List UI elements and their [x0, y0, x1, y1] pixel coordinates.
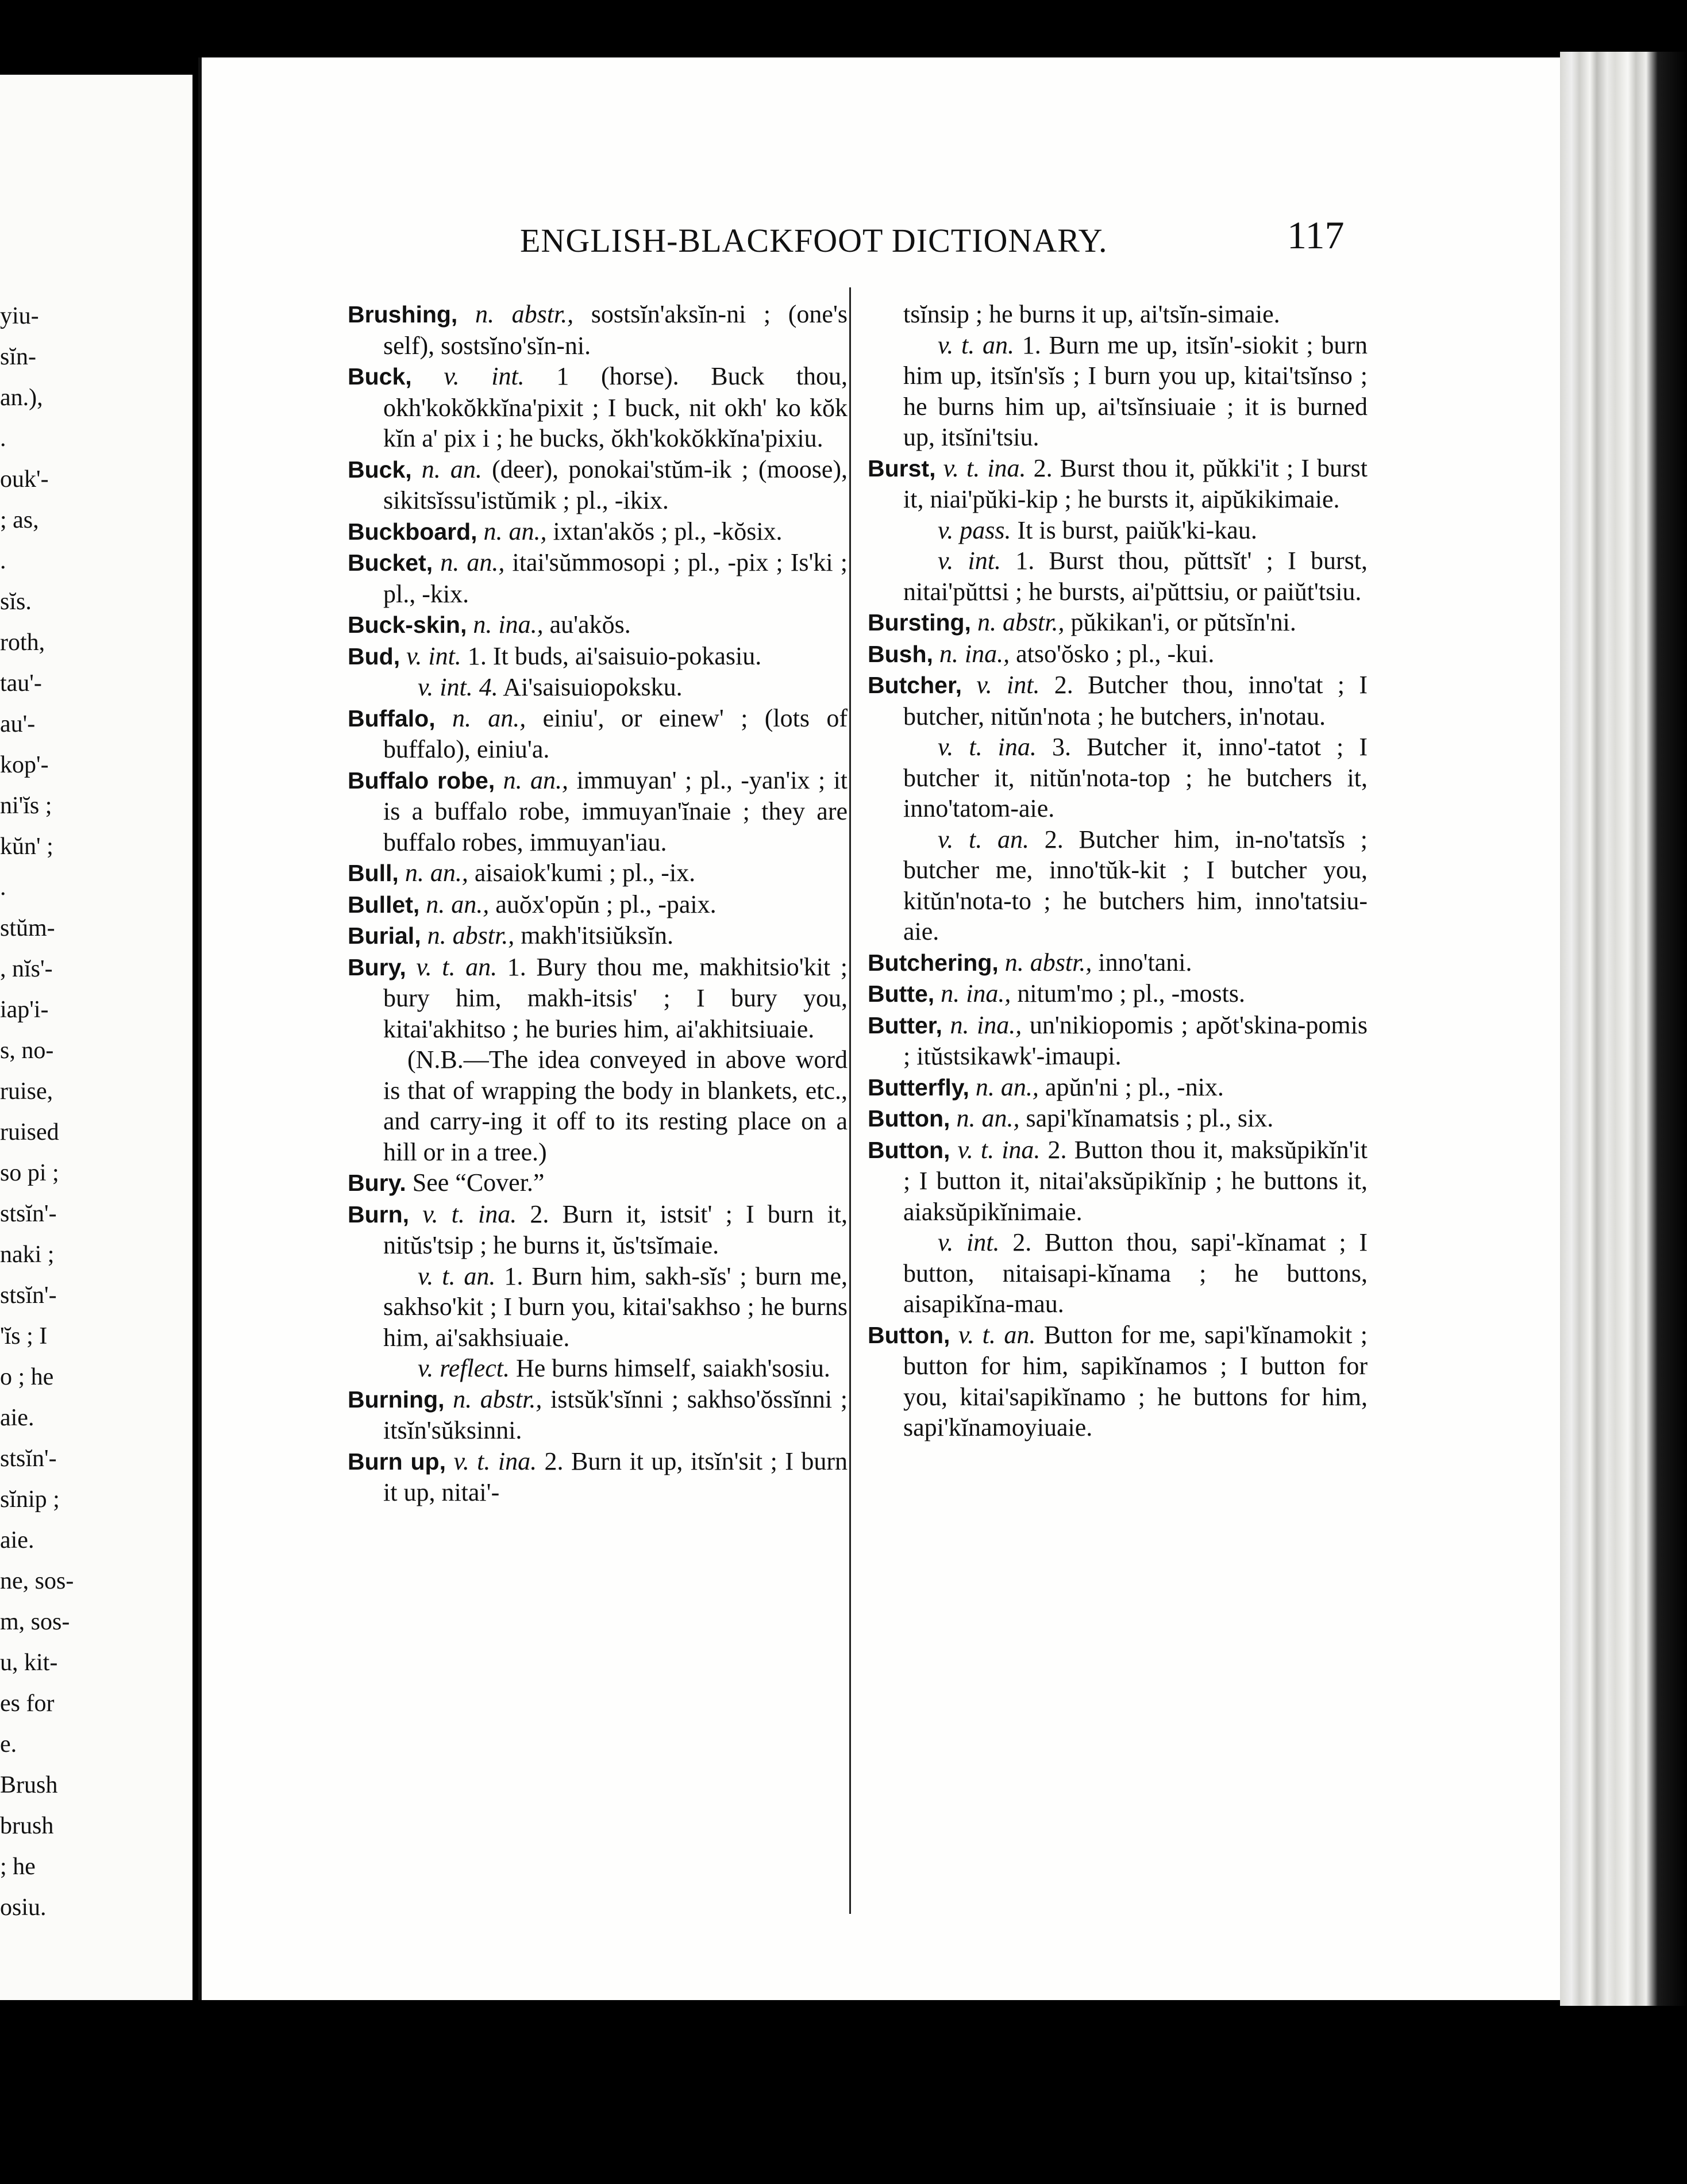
left-page-fragment: es for — [0, 1690, 55, 1717]
dictionary-entry — [868, 947, 1368, 979]
left-page-fragment: . — [0, 425, 6, 452]
left-page-fragment: e. — [0, 1731, 17, 1758]
entry-headword: Buffalo robe, — [348, 767, 495, 794]
entry-grammar: n. ina., — [473, 610, 544, 639]
left-page-fragment: an.), — [0, 384, 43, 411]
entry-headword: Button, — [868, 1136, 950, 1163]
entry-subsense — [868, 1227, 1368, 1320]
entry-headword: Butter, — [868, 1012, 942, 1039]
entry-continuation — [868, 299, 1368, 330]
entry-definition: 2. Butcher thou, inno'tat ; I butcher, nitŭn'nota ; he butchers, in'notau. — [903, 671, 1368, 730]
entry-headword: Butchering, — [868, 949, 999, 976]
dictionary-entry — [868, 978, 1368, 1010]
entry-headword: Brushing, — [348, 301, 458, 328]
entry-grammar: n. ina., — [939, 639, 1010, 668]
left-page-fragment: ouk'- — [0, 466, 49, 493]
dictionary-entry — [868, 1010, 1368, 1072]
dictionary-entry — [348, 952, 848, 1045]
entry-headword: Butte, — [868, 981, 935, 1007]
subsense-grammar: v. t. an. — [418, 1262, 496, 1290]
left-page-fragment: . — [0, 874, 6, 901]
entry-note — [348, 1044, 848, 1167]
entry-headword: Bud, — [348, 643, 400, 670]
left-page-fragment: m, sos- — [0, 1609, 70, 1635]
dictionary-entry — [348, 516, 848, 548]
subsense-grammar: v. reflect. — [418, 1354, 510, 1382]
entry-definition: un'nikiopomis ; apŏt'skina-pomis ; itŭstsikawk'-imaupi. — [903, 1010, 1368, 1070]
entry-definition: 2. Burn it up, itsĭn'sit ; I burn it up, nitai'- — [383, 1447, 848, 1506]
left-page-fragment: aie. — [0, 1527, 34, 1554]
book-page-edges — [1560, 52, 1687, 2006]
dictionary-entry — [348, 1199, 848, 1261]
left-page-fragment: kŭn' ; — [0, 833, 53, 860]
dictionary-entry — [348, 765, 848, 858]
subsense-grammar: v. t. an. — [938, 330, 1014, 359]
column-divider — [849, 287, 851, 1914]
entry-grammar: v. t. ina. — [422, 1199, 517, 1228]
left-page-fragment: ; as, — [0, 507, 39, 533]
subsense-definition: 2. Button thou, sapi'-kĭnamat ; I button, nitaisapi-kĭnama ; he buttons, aisapikĭna-mau. — [903, 1228, 1368, 1318]
entry-definition: makh'itsiŭksĭn. — [521, 921, 674, 949]
entry-headword: Buffalo, — [348, 705, 436, 732]
dictionary-entry — [348, 1446, 848, 1508]
entry-grammar: n. an. — [421, 455, 482, 483]
entry-headword: Button, — [868, 1105, 950, 1132]
entry-subsense — [868, 515, 1368, 546]
dictionary-entry — [348, 609, 848, 641]
dictionary-entry — [348, 547, 848, 609]
entry-headword: Bury, — [348, 953, 406, 981]
entry-headword: Bursting, — [868, 609, 971, 636]
entry-headword: Button, — [868, 1321, 950, 1348]
entry-headword: Bucket, — [348, 549, 433, 576]
entry-definition: nitum'mo ; pl., -mosts. — [1017, 979, 1246, 1008]
left-page-fragment: roth, — [0, 629, 45, 656]
left-page-fragment: 'ĭs ; I — [0, 1323, 48, 1349]
entry-definition: 2. Burst thou it, pŭkki'it ; I burst it, niai'pŭki-kip ; he bursts it, aipŭkikimaie. — [903, 453, 1368, 513]
subsense-definition: Ai'saisuiopoksku. — [503, 673, 683, 701]
entry-definition: auŏx'opŭn ; pl., -paix. — [495, 890, 717, 918]
entry-definition: 2. Button thou it, maksŭpikĭn'it ; I button it, nitai'aksŭpikĭnip ; he buttons it, aiaksŭpikĭnimaie. — [903, 1135, 1368, 1226]
entry-grammar: n. an., — [975, 1072, 1039, 1101]
dictionary-entry — [348, 703, 848, 765]
entry-definition: atso'ŏsko ; pl., -kui. — [1016, 639, 1215, 668]
entry-grammar: v. int. — [444, 362, 525, 390]
dictionary-entry — [348, 641, 848, 672]
entry-definition: 1 (horse). Buck thou, okh'kokŏkkĭna'pixit ; I buck, nit okh' ko kŏk kĭn a' pix i ; he bucks, ŏkh'kokŏkkĭna'pixiu. — [383, 362, 848, 452]
dictionary-entry — [348, 889, 848, 921]
subsense-grammar: v. int. — [938, 547, 1001, 575]
entry-subsense — [348, 1261, 848, 1354]
left-page-fragment: , nĭs'- — [0, 956, 53, 982]
entry-subsense — [348, 1353, 848, 1384]
entry-headword: Burst, — [868, 455, 936, 482]
entry-definition: (deer), ponokai'stŭm-ik ; (moose), sikitsĭssu'istŭmik ; pl., -ikix. — [383, 455, 848, 514]
entry-subsense — [868, 545, 1368, 607]
dictionary-entry — [868, 670, 1368, 732]
left-page-fragment: stŭm- — [0, 915, 55, 941]
dictionary-entry — [868, 1103, 1368, 1135]
note-text: (N.B.—The idea conveyed in above word is that of wrapping the body in blankets, etc., and carry-ing it off to its resting place on a hill or in a tree.) — [383, 1045, 848, 1166]
left-page-fragment: ; he — [0, 1854, 36, 1880]
entry-definition: ixtan'akŏs ; pl., -kŏsix. — [553, 517, 783, 545]
entry-grammar: n. abstr., — [1004, 948, 1092, 976]
page-number: 117 — [1287, 213, 1345, 257]
dictionary-entry — [868, 1320, 1368, 1443]
entry-grammar: n. abstr., — [475, 300, 574, 328]
entry-grammar: v. int. — [406, 641, 461, 670]
entry-grammar: v. t. ina. — [957, 1135, 1041, 1164]
entry-definition: immuyan' ; pl., -yan'ix ; it is a buffalo robe, immuyan'ĭnaie ; they are buffalo robes, immuyan'iau. — [383, 766, 848, 856]
entry-grammar: n. abstr., — [427, 921, 515, 949]
entry-definition: aisaiok'kumi ; pl., -ix. — [474, 859, 696, 887]
running-header: ENGLISH-BLACKFOOT DICTIONARY. — [520, 222, 1108, 259]
entry-grammar: n. an., — [452, 703, 526, 732]
entry-headword: Bury. — [348, 1170, 406, 1196]
left-page-fragment: o ; he — [0, 1364, 54, 1390]
entry-definition: au'akŏs. — [549, 610, 631, 639]
dictionary-entry — [348, 858, 848, 889]
left-page-fragment: iap'i- — [0, 997, 49, 1023]
entry-grammar: v. t. ina. — [943, 453, 1026, 482]
subsense-definition: 1. Burst thou, pŭttsĭt' ; I burst, nitai'pŭttsi ; he bursts, ai'pŭttsiu, or paiŭt'tsiu. — [903, 547, 1368, 606]
entry-grammar: n. abstr., — [453, 1385, 542, 1413]
entry-definition: 2. Burn it, istsit' ; I burn it, nitŭs'tsip ; he burns it, ŭs'tsĭmaie. — [383, 1199, 848, 1259]
left-page-fragment: ruise, — [0, 1078, 53, 1105]
entry-subsense — [868, 330, 1368, 453]
entry-headword: Burial, — [348, 922, 421, 949]
left-page-fragment: stsĭn'- — [0, 1282, 57, 1309]
entry-grammar: n. ina., — [950, 1010, 1022, 1039]
entry-definition: itai'sŭmmosopi ; pl., -pix ; Is'ki ; pl., -kix. — [383, 548, 848, 608]
dictionary-entry — [868, 607, 1368, 639]
left-page-fragment: stsĭn'- — [0, 1445, 57, 1472]
entry-subsense — [348, 672, 848, 703]
left-page-fragment: s, no- — [0, 1037, 54, 1064]
dictionary-entry — [348, 454, 848, 516]
entry-grammar: v. t. ina. — [453, 1447, 537, 1475]
dictionary-column-2 — [868, 299, 1368, 1443]
entry-definition: See “Cover.” — [412, 1168, 545, 1197]
left-page-edge — [0, 75, 192, 2000]
subsense-definition: 2. Butcher him, in-no'tatsĭs ; butcher me, inno'tŭk-kit ; I butcher you, kitŭn'nota-to ; he butchers him, inno'tatsiu-aie. — [903, 825, 1368, 945]
entry-headword: Butterfly, — [868, 1074, 969, 1101]
left-page-fragment: naki ; — [0, 1241, 55, 1268]
left-page-fragment: so pi ; — [0, 1160, 59, 1186]
entry-grammar: n. an., — [440, 548, 505, 576]
dictionary-column-1 — [348, 299, 848, 1508]
entry-headword: Butcher, — [868, 672, 962, 698]
left-page-fragment: u, kit- — [0, 1649, 58, 1676]
subsense-grammar: v. t. an. — [938, 825, 1029, 853]
entry-definition: istsŭk'sĭnni ; sakhso'ŏssĭnni ; itsĭn'sŭksinni. — [383, 1385, 848, 1444]
entry-headword: Burn, — [348, 1201, 410, 1228]
entry-definition: 1. It buds, ai'saisuio-pokasiu. — [467, 641, 762, 670]
left-page-fragment: . — [0, 548, 6, 574]
entry-definition: sapi'kĭnamatsis ; pl., six. — [1026, 1104, 1274, 1132]
subsense-definition: It is burst, paiŭk'ki-kau. — [1017, 516, 1257, 544]
subsense-grammar: v. pass. — [938, 516, 1011, 544]
left-page-fragment: yiu- — [0, 303, 39, 329]
continuation-text: tsĭnsip ; he burns it up, ai'tsĭn-simaie. — [903, 300, 1280, 328]
left-page-fragment: brush — [0, 1813, 54, 1839]
dictionary-entry — [868, 1135, 1368, 1228]
subsense-definition: 1. Burn me up, itsĭn'-siokit ; burn him up, itsĭn'sĭs ; I burn you up, kitai'tsĭnso ; he burns him up, ai'tsĭnsiuaie ; it is burned up, itsĭni'tsiu. — [903, 330, 1368, 451]
left-page-fragment: sĭs. — [0, 589, 32, 615]
dictionary-entry — [348, 1384, 848, 1446]
entry-grammar: n. an., — [483, 517, 547, 545]
entry-headword: Burning, — [348, 1386, 445, 1413]
entry-grammar: v. t. an. — [958, 1320, 1036, 1349]
subsense-grammar: v. t. ina. — [938, 733, 1037, 761]
entry-grammar: v. t. an. — [416, 952, 498, 981]
entry-headword: Bull, — [348, 860, 399, 886]
entry-definition: 1. Bury thou me, makhitsio'kit ; bury him, makh-itsis' ; I bury you, kitai'akhitso ; he buries him, ai'akhitsiuaie. — [383, 952, 848, 1043]
entry-headword: Bullet, — [348, 891, 420, 918]
entry-definition: pŭkikan'i, or pŭtsĭn'ni. — [1070, 608, 1296, 636]
entry-grammar: v. int. — [976, 671, 1040, 699]
entry-definition: apŭn'ni ; pl., -nix. — [1045, 1072, 1224, 1101]
left-page-fragment: sĭnip ; — [0, 1486, 60, 1513]
subsense-grammar: v. int. — [938, 1228, 1000, 1256]
left-page-fragment: osiu. — [0, 1894, 47, 1921]
left-page-fragment: stsĭn'- — [0, 1201, 57, 1227]
entry-headword: Buck-skin, — [348, 612, 467, 638]
entry-headword: Buckboard, — [348, 518, 477, 545]
subsense-definition: He burns himself, saiakh'sosiu. — [516, 1354, 830, 1382]
entry-headword: Burn up, — [348, 1448, 446, 1475]
dictionary-entry — [348, 1167, 848, 1199]
entry-subsense — [868, 732, 1368, 824]
left-page-fragment: sĭn- — [0, 344, 36, 370]
left-page-fragment: Brush — [0, 1772, 58, 1798]
dictionary-entry — [868, 1072, 1368, 1103]
dictionary-entry — [348, 299, 848, 361]
entry-grammar: n. an., — [956, 1104, 1020, 1132]
left-page-fragment: ni'ĭs ; — [0, 793, 52, 819]
dictionary-entry — [868, 639, 1368, 670]
entry-headword: Buck, — [348, 363, 412, 390]
entry-grammar: n. an., — [503, 766, 569, 794]
subsense-definition: 3. Butcher it, inno'-tatot ; I butcher it, nitŭn'nota-top ; he butchers it, inno'tatom-aie. — [903, 733, 1368, 822]
entry-grammar: n. an., — [426, 890, 490, 918]
subsense-definition: 1. Burn him, sakh-sĭs' ; burn me, sakhso'kit ; I burn you, kitai'sakhso ; he burns him, ai'sakhsiuaie. — [383, 1262, 848, 1352]
left-page-fragment: aie. — [0, 1405, 34, 1431]
left-page-fragment: ruised — [0, 1119, 59, 1145]
left-page-fragment: kop'- — [0, 752, 49, 778]
dictionary-entry — [348, 361, 848, 454]
entry-definition: inno'tani. — [1098, 948, 1192, 976]
entry-headword: Bush, — [868, 640, 933, 667]
left-page-fragment: ne, sos- — [0, 1568, 74, 1594]
entry-grammar: n. ina., — [941, 979, 1011, 1008]
left-page-fragment: tau'- — [0, 670, 42, 697]
left-page-fragment: au'- — [0, 711, 36, 737]
entry-subsense — [868, 824, 1368, 947]
dictionary-entry — [868, 453, 1368, 515]
entry-grammar: n. abstr., — [977, 608, 1065, 636]
dictionary-entry — [348, 920, 848, 952]
subsense-grammar: v. int. 4. — [418, 673, 498, 701]
entry-headword: Buck, — [348, 456, 412, 483]
entry-definition: sostsĭn'aksĭn-ni ; (one's self), sostsĭno'sĭn-ni. — [383, 300, 848, 360]
entry-definition: einiu', or einew' ; (lots of buffalo), einiu'a. — [383, 703, 848, 763]
entry-definition: Button for me, sapi'kĭnamokit ; button for him, sapikĭnamos ; I button for you, kitai'sapikĭnamo ; he buttons for him, sapi'kĭnamoyiuaie. — [903, 1320, 1368, 1441]
entry-grammar: n. an., — [405, 859, 468, 887]
